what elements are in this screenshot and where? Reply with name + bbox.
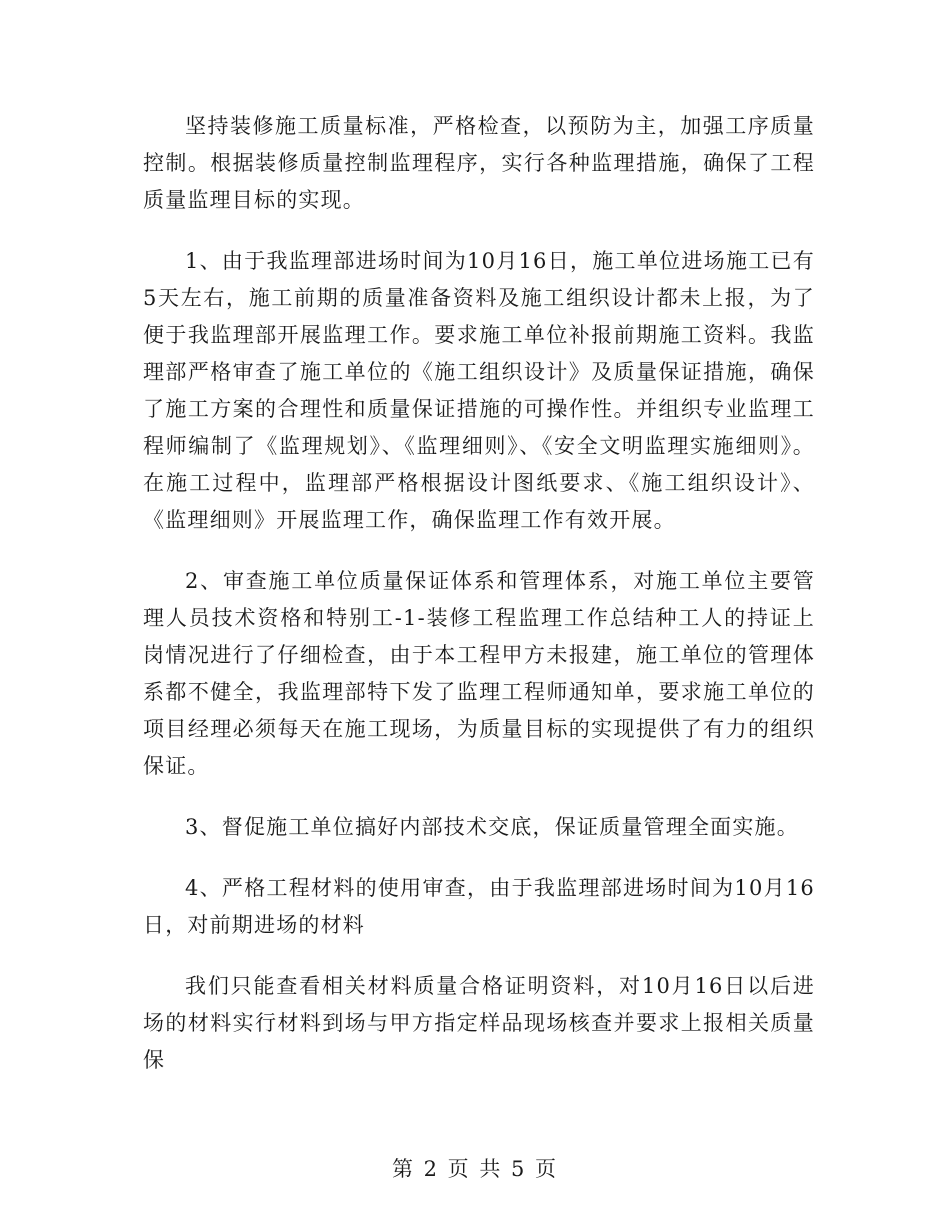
paragraph-item-1: 1、由于我监理部进场时间为10月16日，施工单位进场施工已有5天左右，施工前期的质量准备资料及施工组织设计都未上报，为了便于我监理部开展监理工作。要求施工单位补报前期施工资料。我监理部严格审查了施工单位的《施工组织设计》及质量保证措施，确保了施工方案的合理性和质量保证措施的可操作性。并组织专业监理工程师编制了《监理规划》、《监理细则》、《安全文明监理实施细则》。在施工过程中，监理部严格根据设计图纸要求、《施工组织设计》、《监理细则》开展监理工作，确保监理工作有效开展。 [143, 249, 815, 532]
paragraph-intro: 坚持装修施工质量标准，严格检查，以预防为主，加强工序质量控制。根据装修质量控制监理程序，实行各种监理措施，确保了工程质量监理目标的实现。 [143, 114, 815, 212]
paragraph-item-3: 3、督促施工单位搞好内部技术交底，保证质量管理全面实施。 [185, 815, 799, 839]
document-body [143, 108, 815, 1103]
paragraph-continuation: 我们只能查看相关材料质量合格证明资料，对10月16日以后进场的材料实行材料到场与甲方指定样品现场核查并要求上报相关质量保 [143, 974, 815, 1072]
paragraph-item-2: 2、审查施工单位质量保证体系和管理体系，对施工单位主要管理人员技术资格和特别工-1-装修工程监理工作总结种工人的持证上岗情况进行了仔细检查，由于本工程甲方未报建，施工单位的管理体系都不健全，我监理部特下发了监理工程师通知单，要求施工单位的项目经理必须每天在施工现场，为质量目标的实现提供了有力的组织保证。 [143, 569, 815, 778]
page-number-footer: 第 2 页 共 5 页 [391, 1157, 559, 1181]
paragraph-item-4: 4、严格工程材料的使用审查，由于我监理部进场时间为10月16日，对前期进场的材料 [143, 876, 815, 937]
